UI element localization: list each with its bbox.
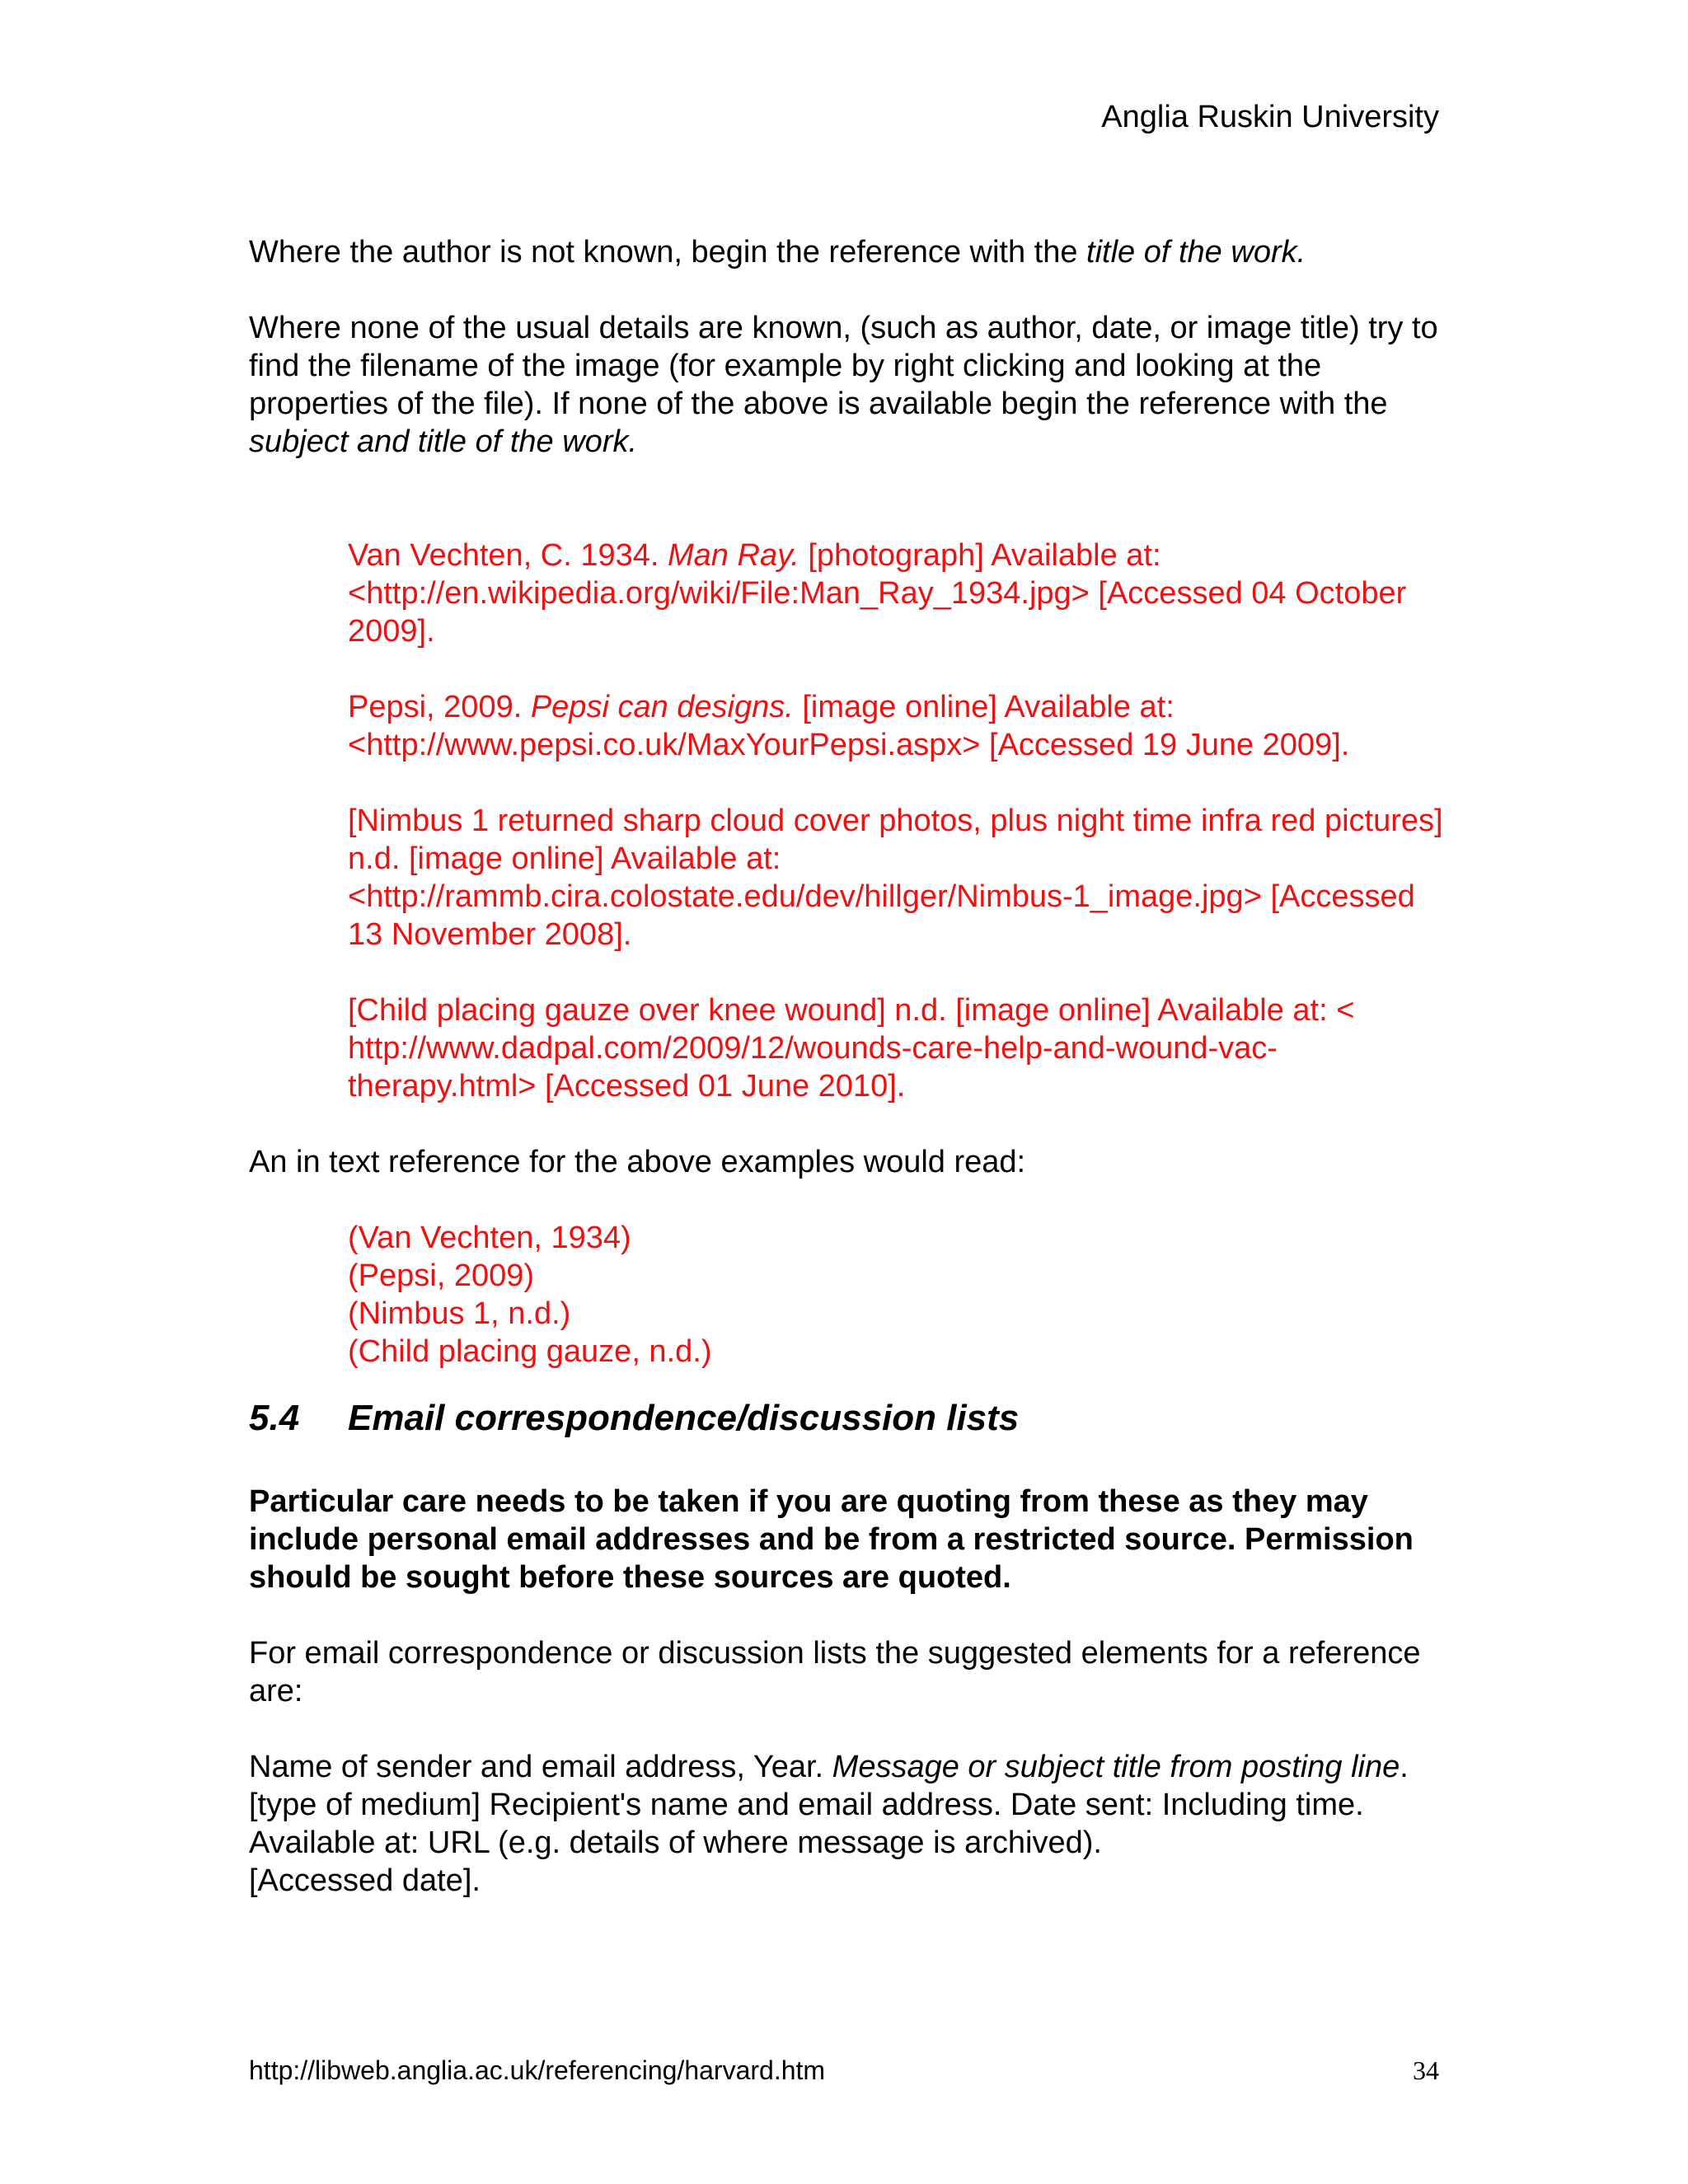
elements-intro: For email correspondence or discussion lists the suggested elements for a reference are: — [249, 1636, 1421, 1708]
page-number: 34 — [1413, 2055, 1439, 2085]
reference-text: Van Vechten, C. 1934. — [348, 538, 668, 573]
intext-reference: (Van Vechten, 1934) — [348, 1221, 631, 1255]
reference-text: [image online] Available at: <http://www.pepsi.co.uk/MaxYourPepsi.aspx> [Accessed 19 June 2009]. — [348, 690, 1350, 762]
paragraph-unknown-author — [249, 233, 1444, 271]
reference-text: [photograph] Available at: <http://en.wikipedia.org/wiki/File:Man_Ray_1934.jpg> [Accessed 04 October 2009]. — [348, 538, 1407, 649]
reference-example-nimbus — [348, 802, 1444, 954]
page-content — [249, 233, 1444, 1900]
paragraph-italic: title of the work. — [1086, 235, 1306, 269]
intext-reference: (Nimbus 1, n.d.) — [348, 1296, 571, 1331]
reference-example-child-gauze — [348, 991, 1444, 1105]
section-number: 5.4 — [249, 1398, 300, 1438]
paragraph-no-details — [249, 309, 1444, 461]
page-header-institution: Anglia Ruskin University — [1101, 100, 1439, 134]
reference-title: Pepsi can designs. — [530, 690, 794, 724]
format-italic: Message or subject title from posting line — [832, 1750, 1400, 1784]
reference-text: [Child placing gauze over knee wound] n.d. [image online] Available at: < http://www.dadpal.com/2009/12/wounds-care-help-and-wound-vac-therapy.html> [Accessed 01 June 2010]. — [348, 993, 1355, 1104]
section-heading — [249, 1395, 1444, 1441]
footer-url: http://libweb.anglia.ac.uk/referencing/harvard.htm — [249, 2055, 826, 2085]
section-title: Email correspondence/discussion lists — [348, 1398, 1020, 1438]
intext-intro: An in text reference for the above examples would read: — [249, 1145, 1026, 1179]
paragraph-italic: subject and title of the work. — [249, 424, 638, 459]
reference-text: [Nimbus 1 returned sharp cloud cover photos, plus night time infra red pictures] n.d. [image online] Available at: <http://rammb.cira.colostate.edu/dev/hillger/Nimbus-1_image.jpg> [Accessed 13 November 2008]. — [348, 804, 1443, 952]
format-text: Name of sender and email address, Year. — [249, 1750, 832, 1784]
reference-text: Pepsi, 2009. — [348, 690, 531, 724]
warning-paragraph: Particular care needs to be taken if you are quoting from these as they may include personal email addresses and be from a restricted source. Permission should be sought before these sources are quoted. — [249, 1484, 1414, 1595]
intext-reference: (Child placing gauze, n.d.) — [348, 1334, 712, 1369]
paragraph-text: Where the author is not known, begin the reference with the — [249, 235, 1087, 269]
reference-format — [249, 1748, 1444, 1900]
intext-reference: (Pepsi, 2009) — [348, 1258, 535, 1293]
format-text: . [type of medium] Recipient's name and email address. Date sent: Including time. Available at: URL (e.g. details of where message is archived). — [249, 1750, 1409, 1860]
reference-title: Man Ray. — [668, 538, 799, 573]
reference-example-pepsi — [348, 688, 1444, 764]
format-accessed: [Accessed date]. — [249, 1863, 481, 1898]
intext-reference-list — [348, 1219, 1444, 1371]
reference-example-van-vechten — [348, 537, 1444, 650]
paragraph-text: Where none of the usual details are known, (such as author, date, or image title) try to find the filename of the image (for example by right clicking and looking at the properties of the file). If none of the above is available begin the reference with the — [249, 311, 1438, 421]
reference-examples — [348, 537, 1444, 1105]
